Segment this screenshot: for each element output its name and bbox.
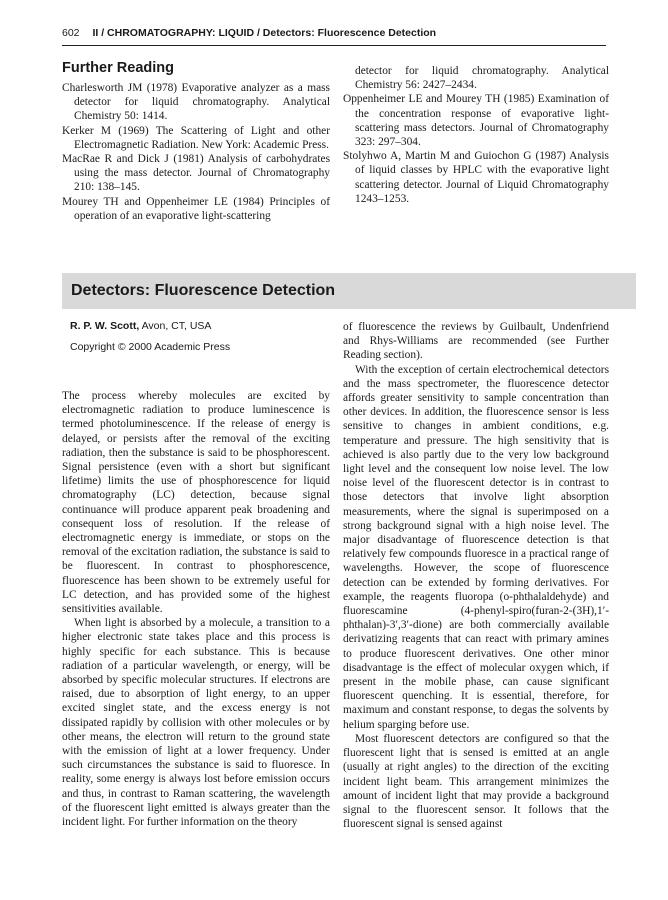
further-reading-right-column (343, 64, 609, 206)
body-paragraph: When light is absorbed by a molecule, a transition to a higher electronic state takes place and this process is highly specific for each substance. This is because radiation of a particular wavelength, or energy, will be absorbed by specific molecular structures. If electrons are raised, due to absorption of light energy, to an upper excited singlet state, and the excess energy is not dissipated rapidly by collision with other molecules or by other means, the electron will return to the ground state with the emission of light at a lower frequency. Under such circumstances the substance is said to fluoresce. In reality, some energy is always lost before emission occurs and thus, in contrast to Raman scattering, the wavelength of the fluorescent light emitted is always greater than the incident light. For further information on the theory (62, 617, 330, 829)
author-block (70, 320, 320, 362)
body-paragraph: The process whereby molecules are excited by electromagnetic radiation to produce luminescence is termed photoluminescence. If the release of energy is delayed, or persists after the removal of the exciting radiation, then the substance is said to be phosphorescent. Signal persistence (even with a short but significant lifetime) limits the use of phosphorescence for liquid chromatography (LC) detection, because signal continuance will produce apparent peak broadening and consequent loss of resolution. If the release of electromagnetic energy is immediate, or stops on the removal of the excitation radiation, the substance is said to be fluorescent. In contrast to phosphorescence, fluorescence has been shown to be extremely useful for LC detection, and has provided some of the highest sensitivities available. (62, 390, 330, 616)
body-paragraph: of fluorescence the reviews by Guilbault, Undenfriend and Rhys-Williams are recommended (see Further Reading section). (343, 321, 609, 362)
author-name: R. P. W. Scott, (70, 320, 140, 332)
reference-item: Mourey TH and Oppenheimer LE (1984) Principles of operation of an evaporative light-scattering (62, 195, 330, 222)
page-number: 602 (62, 27, 80, 39)
article-left-column (62, 389, 330, 829)
further-reading-title: Further Reading (62, 60, 174, 76)
copyright-line: Copyright © 2000 Academic Press (70, 341, 231, 353)
article-title-band (62, 273, 636, 309)
reference-item: detector for liquid chromatography. Analytical Chemistry 56: 2427–2434. (355, 65, 609, 92)
article-title: Detectors: Fluorescence Detection (71, 282, 336, 299)
further-reading-left-column (62, 60, 330, 223)
running-title: II / CHROMATOGRAPHY: LIQUID / Detectors: Fluorescence Detection (92, 27, 437, 39)
running-header (62, 27, 606, 46)
body-paragraph: With the exception of certain electrochemical detectors and the mass spectrometer, the fluorescence detector affords greater sensitivity to sample concentration than other devices. In addition, the fluorescence sensor is less sensitive to changes in ambient conditions, e.g. temperature and pressure. The high sensitivity that is achieved is also partly due to the very low background light level and the consequent low noise level. The low noise level of the fluorescent detector is in contrast to those detectors that involve light absorption measurements, where the signal is superimposed on a strong background signal with a high noise level. The major disadvantage of fluorescence detection is that relatively few compounds fluoresce in a practical range of wavelengths. However, the scope of fluorescence detection can be extended by forming derivatives. For example, the reagents fluoropa (o-phthalaldehyde) and fluorescamine (4-phenyl-spiro(furan-2-(3H),1′-phthalan)-3′,3′-dione) are both commercially available derivatizing reagents that can react with primary amines to produce fluorescent derivatives. One other minor disadvantage is the effect of molecular oxygen which, if present in the mobile phase, can cause significant fluorescent quenching. It is essential, therefore, for maximum and constant response, to degas the solvents by helium sparging before use. (343, 363, 609, 731)
article-right-column (343, 320, 609, 831)
reference-item: Kerker M (1969) The Scattering of Light and other Electromagnetic Radiation. New York: Academic Press. (62, 124, 330, 151)
reference-item: MacRae R and Dick J (1981) Analysis of carbohydrates using the mass detector. Journal of Chromatography 210: 138–145. (62, 153, 330, 194)
author-affiliation: Avon, CT, USA (139, 320, 212, 332)
reference-item: Oppenheimer LE and Mourey TH (1985) Examination of the concentration response of evaporative light-scattering mass detectors. Journal of Chromatography 323: 297–304. (343, 93, 609, 149)
body-paragraph: Most fluorescent detectors are configured so that the fluorescent light that is sensed is emitted at an angle (usually at right angles) to the direction of the exciting incident light beam. This arrangement minimizes the amount of incident light that may provide a background signal to the fluorescent sensor. It follows that the fluorescent signal is sensed against (343, 732, 609, 831)
reference-item: Stolyhwo A, Martin M and Guiochon G (1987) Analysis of liquid classes by HPLC with the evaporative light scattering detector. Journal of Liquid Chromatography 1243–1253. (343, 150, 609, 205)
reference-item: Charlesworth JM (1978) Evaporative analyzer as a mass detector for liquid chromatography. Analytical Chemistry 50: 1414. (62, 82, 330, 123)
